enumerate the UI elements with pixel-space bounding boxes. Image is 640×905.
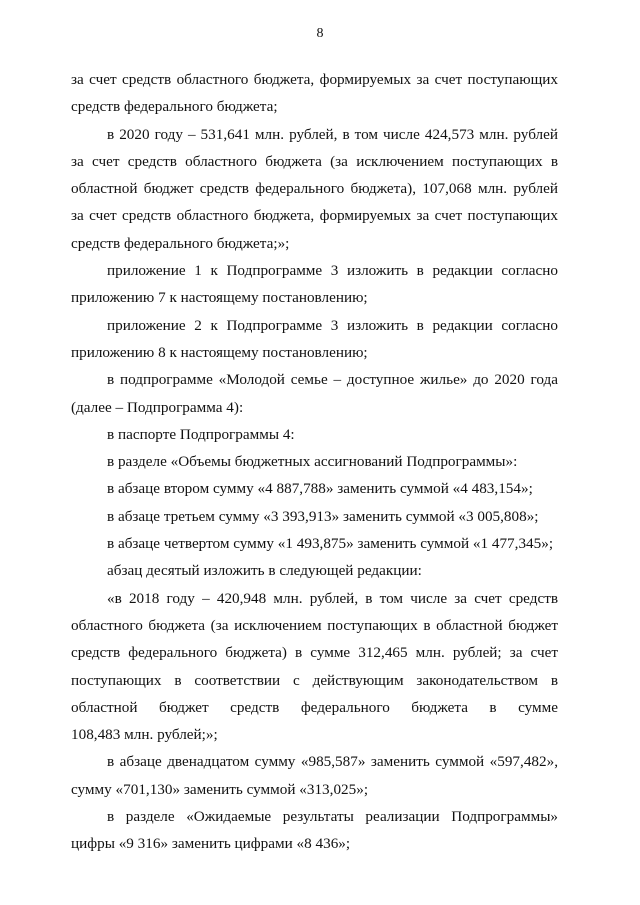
text-line: в абзаце втором сумму «4 887,788» заменить суммой «4 483,154»; [107,480,533,498]
text-line: в подпрограмме «Молодой семье – доступное жилье» до 2020 года [107,371,558,389]
paragraph [71,530,558,557]
text-line: 108,483 млн. рублей;»; [71,726,218,744]
text-line: областной бюджет средств федерального бюджета), 107,068 млн. рублей [71,180,558,198]
paragraph [71,748,558,803]
text-line: приложению 7 к настоящему постановлению; [71,289,368,307]
text-line: в абзаце третьем сумму «3 393,913» заменить суммой «3 005,808»; [107,507,539,525]
paragraph [71,121,558,257]
paragraph [71,585,558,749]
text-line: (далее – Подпрограмма 4): [71,398,244,416]
text-line: за счет средств областного бюджета, формируемых за счет поступающих [71,207,558,225]
paragraph [71,257,558,312]
text-line: областного бюджета (за исключением поступающих в областной бюджет [71,616,558,634]
text-line: приложение 2 к Подпрограмме 3 изложить в редакции согласно [107,316,558,334]
text-line: в разделе «Ожидаемые результаты реализации Подпрограммы» [107,808,558,826]
text-line: цифры «9 316» заменить цифрами «8 436»; [71,835,351,853]
paragraph [71,66,558,121]
text-line: в разделе «Объемы бюджетных ассигнований Подпрограммы»: [107,453,518,471]
text-line: областной бюджет средств федерального бюджета в сумме [71,698,558,716]
text-line: приложению 8 к настоящему постановлению; [71,343,368,361]
document-body [71,66,558,858]
paragraph [71,421,558,448]
paragraph [71,475,558,502]
text-line: средств федерального бюджета) в сумме 312,465 млн. рублей; за счет [71,644,558,662]
text-line: сумму «701,130» заменить суммой «313,025»; [71,780,369,798]
text-line: «в 2018 году – 420,948 млн. рублей, в том числе за счет средств [107,589,558,607]
text-line: в паспорте Подпрограммы 4: [107,425,295,443]
paragraph [71,503,558,530]
text-line: в абзаце двенадцатом сумму «985,587» заменить суммой «597,482», [107,753,558,771]
text-line: средств федерального бюджета;»; [71,234,290,252]
text-line: средств федерального бюджета; [71,98,278,116]
paragraph [71,312,558,367]
text-line: в абзаце четвертом сумму «1 493,875» заменить суммой «1 477,345»; [107,535,554,553]
paragraph [71,366,558,421]
text-line: за счет средств областного бюджета, формируемых за счет поступающих [71,71,558,88]
text-line: абзац десятый изложить в следующей редакции: [107,562,422,580]
paragraph [71,448,558,475]
paragraph [71,803,558,858]
page-number: 8 [316,26,324,41]
text-line: приложение 1 к Подпрограмме 3 изложить в редакции согласно [107,262,558,280]
text-line: поступающих в соответствии с действующим законодательством в [71,671,558,689]
text-line: за счет средств областного бюджета (за исключением поступающих в [71,152,558,170]
text-line: в 2020 году – 531,641 млн. рублей, в том числе 424,573 млн. рублей [107,125,558,143]
paragraph [71,557,558,584]
